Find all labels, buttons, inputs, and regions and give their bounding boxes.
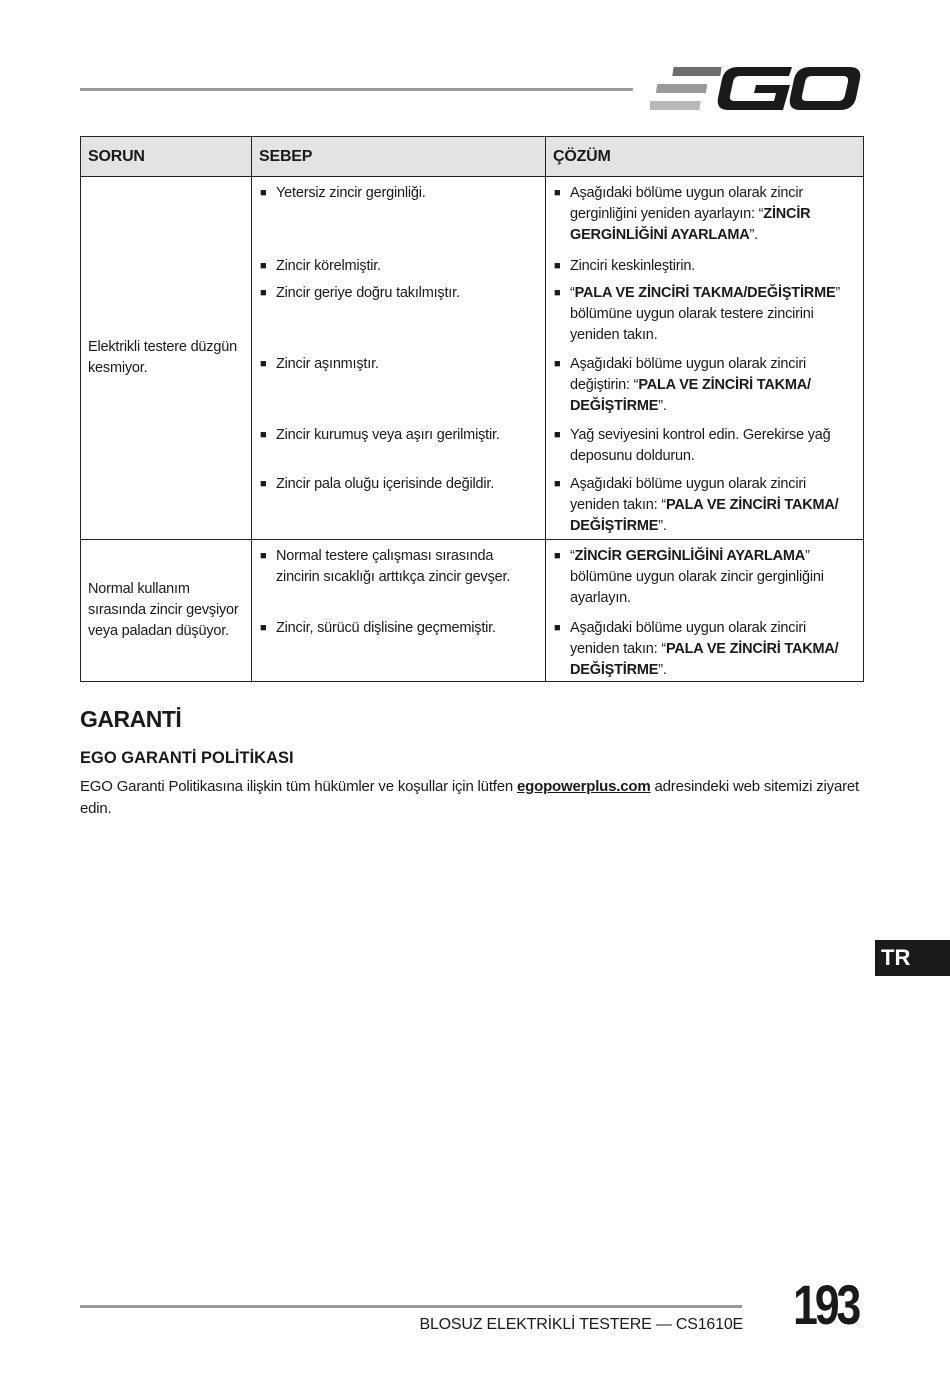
cause-text: Zincir, sürücü dişlisine geçmemiştir. xyxy=(276,619,496,636)
cause-cell xyxy=(252,468,546,540)
table-row xyxy=(81,540,864,612)
bullet-icon: ■ xyxy=(260,357,267,370)
solution-text-pre: “ xyxy=(570,548,575,564)
cause-cell xyxy=(252,540,546,612)
bullet-icon: ■ xyxy=(260,428,267,441)
page-number: 193 xyxy=(793,1273,859,1336)
cause-text: Zincir kurumuş veya aşırı gerilmiştir. xyxy=(276,426,500,443)
warranty-text-before: EGO Garanti Politikasına ilişkin tüm hükümler ve koşullar için lütfen xyxy=(80,778,518,795)
header-rule xyxy=(80,88,633,91)
bullet-icon: ■ xyxy=(260,621,267,634)
bullet-icon: ■ xyxy=(554,357,561,370)
bullet-icon: ■ xyxy=(260,477,267,490)
solution-item xyxy=(546,618,863,681)
bullet-icon: ■ xyxy=(554,550,561,562)
cause-item xyxy=(252,474,545,495)
solution-text-pre: Zinciri keskinleştirin. xyxy=(570,257,696,274)
cause-item xyxy=(252,354,545,375)
cause-item-text xyxy=(276,474,537,495)
solution-item xyxy=(546,474,863,537)
solution-text-bold: PALA VE ZİNCİRİ TAKMA/ DEĞİŞTİRME xyxy=(570,640,839,678)
solution-text-pre: “ xyxy=(570,284,575,301)
cause-item-text xyxy=(276,425,537,446)
solution-cell xyxy=(546,277,864,348)
cause-item xyxy=(252,283,545,304)
solution-text-bold: ZİNCİR GERGİNLİĞİNİ AYARLAMA xyxy=(574,548,806,564)
cause-item xyxy=(252,183,545,204)
table-header-row xyxy=(81,137,864,177)
solution-text-pre: Aşağıdaki bölüme uygun olarak zinciri değiştirin: “ xyxy=(570,355,807,393)
bullet-icon: ■ xyxy=(260,550,267,562)
column-header-cause: SEBEP xyxy=(252,137,546,177)
cause-cell xyxy=(252,250,546,277)
cause-cell xyxy=(252,177,546,250)
cause-item-text xyxy=(276,546,537,588)
cause-item-text xyxy=(276,354,537,375)
solution-cell xyxy=(546,419,864,468)
bullet-icon: ■ xyxy=(554,187,561,199)
cause-text: Yetersiz zincir gerginliği. xyxy=(276,185,426,201)
column-header-solution: ÇÖZÜM xyxy=(546,137,864,177)
bullet-icon: ■ xyxy=(554,286,561,299)
cause-text: Zincir aşınmıştır. xyxy=(276,355,379,372)
solution-cell xyxy=(546,468,864,540)
column-header-problem: SORUN xyxy=(81,137,252,177)
cause-item xyxy=(252,618,545,639)
solution-item xyxy=(546,546,863,609)
solution-text-bold: PALA VE ZİNCİRİ TAKMA/DEĞİŞTİRME xyxy=(574,284,836,301)
solution-item-text xyxy=(570,256,855,277)
solution-text-bold: PALA VE ZİNCİRİ TAKMA/ DEĞİŞTİRME xyxy=(570,376,811,414)
cause-cell xyxy=(252,419,546,468)
bullet-icon: ■ xyxy=(260,187,267,199)
warranty-heading: GARANTİ xyxy=(80,706,182,732)
solution-item-text xyxy=(570,183,855,246)
cause-item-text xyxy=(276,183,537,204)
solution-item xyxy=(546,256,863,277)
ego-logo xyxy=(650,64,862,114)
language-tab: TR xyxy=(875,940,950,976)
cause-cell xyxy=(252,348,546,419)
solution-item-text xyxy=(570,354,855,417)
cause-item-text xyxy=(276,283,537,304)
solution-text-pre: Aşağıdaki bölüme uygun olarak zinciri yeniden takın: “ xyxy=(570,475,807,513)
solution-text-pre: Aşağıdaki bölüme uygun olarak zincir gerginliğini yeniden ayarlayın: “ xyxy=(570,185,803,222)
solution-text-post: ” bölümüne uygun olarak zincir gerginliğini ayarlayın. xyxy=(570,548,824,606)
solution-item xyxy=(546,354,863,417)
cause-item xyxy=(252,425,545,446)
bullet-icon: ■ xyxy=(554,621,561,634)
cause-item xyxy=(252,256,545,277)
solution-cell xyxy=(546,250,864,277)
warranty-link[interactable]: egopowerplus.com xyxy=(517,778,651,795)
solution-text-post: ”. xyxy=(658,517,667,534)
solution-cell xyxy=(546,177,864,250)
bullet-icon: ■ xyxy=(554,477,561,490)
solution-text-pre: Aşağıdaki bölüme uygun olarak zinciri yeniden takın: “ xyxy=(570,619,807,657)
problem-cell: Normal kullanım sırasında zincir gevşiyor veya paladan düşüyor. xyxy=(81,540,252,682)
problem-cell: Elektrikli testere düzgün kesmiyor. xyxy=(81,177,252,540)
solution-text-bold: PALA VE ZİNCİRİ TAKMA/ DEĞİŞTİRME xyxy=(570,496,839,534)
solution-item xyxy=(546,283,863,346)
warranty-subheading: EGO GARANTİ POLİTİKASI xyxy=(80,749,294,767)
solution-item-text xyxy=(570,425,855,467)
solution-item-text xyxy=(570,618,855,681)
cause-text: Zincir pala oluğu içerisinde değildir. xyxy=(276,475,495,492)
footer-rule xyxy=(80,1305,742,1308)
bullet-icon: ■ xyxy=(554,259,561,272)
solution-item xyxy=(546,425,863,467)
solution-item-text xyxy=(570,283,855,346)
solution-text-post: ”. xyxy=(749,227,758,243)
bullet-icon: ■ xyxy=(260,286,267,299)
footer-title: BLOSUZ ELEKTRİKLİ TESTERE — CS1610E xyxy=(419,1316,743,1333)
cause-item xyxy=(252,546,545,588)
cause-item-text xyxy=(276,256,537,277)
solution-text-post: ”. xyxy=(658,397,667,414)
cause-text: Zincir geriye doğru takılmıştır. xyxy=(276,284,460,301)
cause-cell xyxy=(252,277,546,348)
solution-cell xyxy=(546,612,864,682)
cause-text: Normal testere çalışması sırasında zincirin sıcaklığı arttıkça zincir gevşer. xyxy=(276,548,511,585)
solution-text-pre: Yağ seviyesini kontrol edin. Gerekirse yağ deposunu doldurun. xyxy=(570,426,831,464)
solution-text-post: ”. xyxy=(658,661,667,678)
cause-item-text xyxy=(276,618,537,639)
solution-item-text xyxy=(570,474,855,537)
solution-item-text xyxy=(570,546,855,609)
solution-text-bold: ZİNCİR GERGİNLİĞİNİ AYARLAMA xyxy=(570,206,811,243)
cause-cell xyxy=(252,612,546,682)
solution-text-post: ” bölümüne uygun olarak testere zincirini yeniden takın. xyxy=(570,284,841,343)
bullet-icon: ■ xyxy=(260,259,267,272)
solution-cell xyxy=(546,540,864,612)
warranty-text-after: adresindeki web sitemizi ziyaret edin. xyxy=(80,778,859,817)
troubleshooting-table xyxy=(80,136,864,682)
cause-text: Zincir körelmiştir. xyxy=(276,257,381,274)
table-row xyxy=(81,177,864,250)
solution-item xyxy=(546,183,863,246)
bullet-icon: ■ xyxy=(554,428,561,441)
solution-cell xyxy=(546,348,864,419)
warranty-text xyxy=(80,776,860,820)
